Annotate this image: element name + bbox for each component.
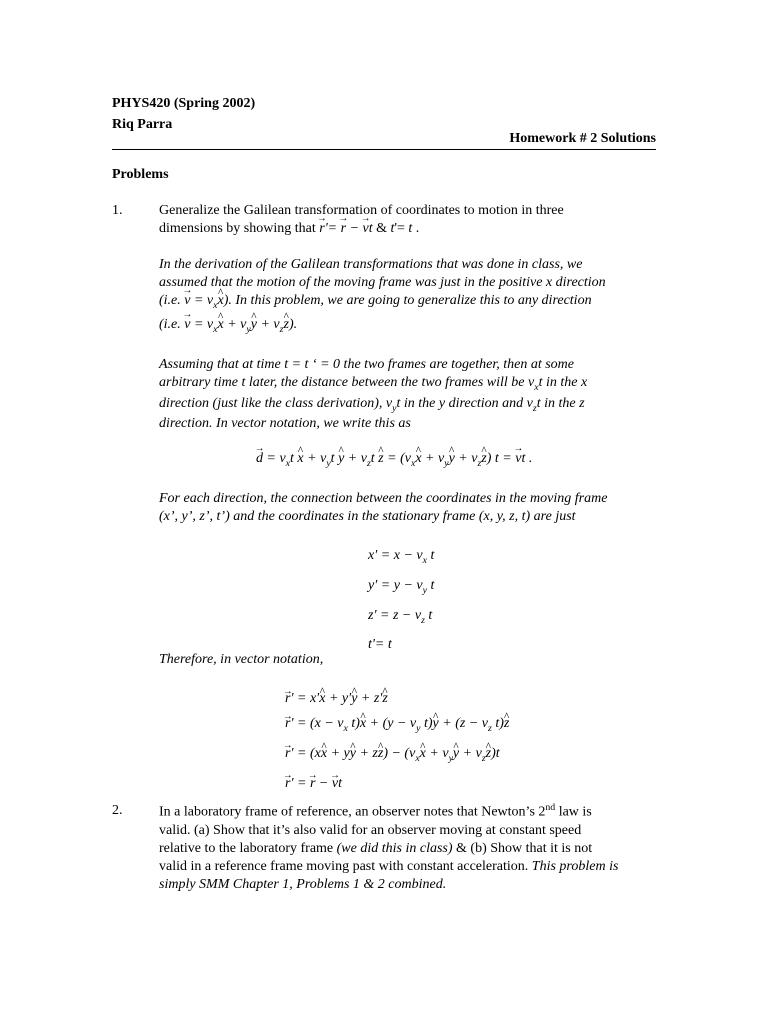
text-line: For each direction, the connection between the coordinates in the moving frame bbox=[159, 491, 608, 506]
statement-line: Generalize the Galilean transformation of coordinates to motion in three bbox=[159, 203, 564, 218]
header-divider bbox=[112, 149, 656, 150]
equation-line: → r′ = → r − → vt bbox=[285, 771, 509, 796]
text-line: simply SMM Chapter 1, Problems 1 & 2 combined. bbox=[159, 877, 447, 893]
text-line: (x’, y’, z’, t’) and the coordinates in the stationary frame (x, y, z, t) are just bbox=[159, 509, 576, 525]
equation-displacement: → $d = v_xt$ ^ $x + v_yt$ ^ $y + v_zt$ ^ $z = (v_x\^{}$ $x + v_y\^{}$ $y + v_z\^{}$ z) t = → vt . bbox=[256, 450, 532, 471]
section-title: Problems bbox=[112, 167, 169, 182]
problem-1-para-4: Therefore, in vector notation, bbox=[159, 652, 324, 667]
equation-line: $z' = z - v_z$ t bbox=[368, 607, 433, 626]
equation-line: → r′ = x′^ x + y′^ y + z'^ z bbox=[285, 686, 509, 711]
problem-1-number: 1. bbox=[112, 203, 123, 218]
text-line: arbitrary time t later, the distance between the two frames will be $v_xt$ in the x bbox=[159, 375, 588, 393]
assignment-title: Homework # 2 Solutions bbox=[509, 131, 656, 146]
text-line: In a laboratory frame of reference, an observer notes that Newton’s 2nd law is bbox=[159, 802, 592, 820]
equation-line: t'= t bbox=[368, 637, 392, 653]
equation-components bbox=[368, 543, 434, 657]
equation-line: $x' = x - v_x$ t bbox=[368, 548, 435, 566]
problem-2-number: 2. bbox=[112, 803, 123, 818]
problem-1-para-1 bbox=[159, 256, 659, 336]
problem-1-statement bbox=[159, 202, 659, 238]
author-name: Riq Parra bbox=[112, 117, 173, 132]
equation-vector bbox=[285, 686, 509, 796]
equation-line: $y' = y - v_y$ t bbox=[368, 577, 435, 596]
text-line: direction (just like the class derivation), $v_yt$ in the y direction and $v_zt$ in the z bbox=[159, 395, 585, 414]
statement-line: dimensions by showing that → r'= → r − → vt & t'= t . bbox=[159, 220, 659, 238]
text-line: In the derivation of the Galilean transformations that was done in class, we bbox=[159, 257, 583, 272]
text-line: assumed that the motion of the moving frame was just in the positive x direction bbox=[159, 275, 606, 291]
text-line: valid. (a) Show that it’s also valid for an observer moving at constant speed bbox=[159, 822, 582, 838]
text-line: Assuming that at time t = t ‘ = 0 the two frames are together, then at some bbox=[159, 357, 575, 372]
equation-line: → $r' = (x - v_x$ t)^ $x + (y - v_y$ t)^ $y + (z - v_z$ t)^ z bbox=[285, 711, 509, 741]
text-line: valid in a reference frame moving past with constant acceleration. This problem is bbox=[159, 859, 619, 875]
course-title: PHYS420 (Spring 2002) bbox=[112, 96, 256, 111]
text-line: relative to the laboratory frame (we did this in class) & (b) Show that it is not bbox=[159, 841, 593, 857]
problem-1-para-3 bbox=[159, 490, 659, 526]
text-line: (i.e. → $v = v_x\^{}$ $x + v_y\^{}$ $y + v_z\^{}$ z). bbox=[159, 316, 659, 337]
problem-1-para-2 bbox=[159, 356, 659, 433]
problem-2-statement bbox=[159, 802, 659, 895]
text-line: (i.e. → $v = v_x\^{}$ x). In this problem, we are going to generalize this to any direction bbox=[159, 292, 659, 313]
equation-line: → r′ = (x^ x + y^ y + z^ $z) - (v_x\^{}$ $x + v_y\^{}$ $y + v_z\^{}$ z)t bbox=[285, 741, 509, 771]
text-line: direction. In vector notation, we write this as bbox=[159, 416, 411, 432]
